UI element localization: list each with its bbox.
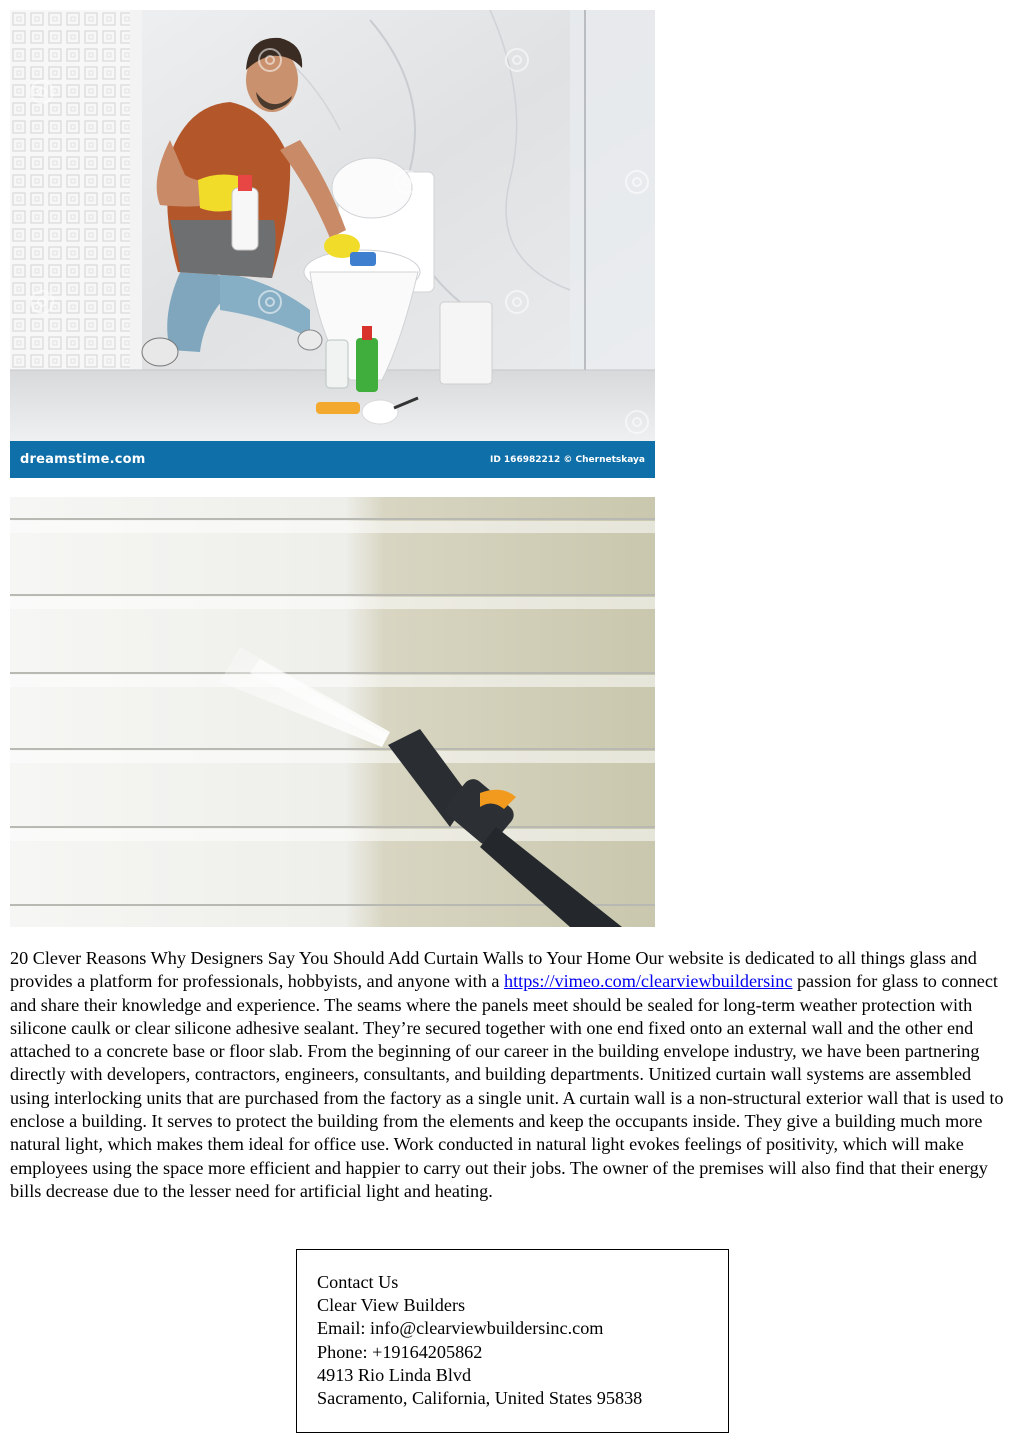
watermark-swirl-icon (505, 290, 529, 314)
watermark-swirl-icon (625, 410, 649, 434)
pressure-washing-siding-photo (10, 497, 655, 927)
siding-scene (10, 497, 655, 927)
stock-logo: dreamstime.com (20, 452, 146, 467)
stock-photo-bar (10, 441, 655, 478)
watermark-swirl-icon (30, 290, 54, 314)
watermark-swirl-icon (625, 170, 649, 194)
stock-credit: ID 166982212 © Chernetskaya (489, 454, 645, 465)
contact-phone: Phone: +19164205862 (317, 1341, 483, 1362)
watermark-swirl-icon (258, 290, 282, 314)
contact-city: Sacramento, California, United States 95838 (317, 1388, 643, 1409)
bathroom-cleaning-photo (10, 10, 655, 478)
article-text-after-link: passion for glass to connect and share their knowledge and experience. The seams where the panels meet should be sealed for long-term weather protection with silicone caulk or clear silicone adhesive sealant. They’re secured together with one end fixed onto an external wall and the other end attached to a concrete base or floor slab. From the beginning of our career in the building envelope industry, we have been partnering directly with developers, contractors, engineers, consultants, and building departments. Unitized curtain wall systems are assembled using interlocking units that are purchased from the factory as a single unit. A curtain wall is a non-structural exterior wall that is used to enclose a building. It serves to protect the building from the elements and keep the occupants inside. They give a building much more natural light, which makes them ideal for office use. Work conducted in natural light evokes feelings of positivity, which will make employees using the space more efficient and happier to carry out their jobs. The owner of the premises will also find that their energy bills decrease due to the lesser need for artificial light and heating. (10, 971, 1004, 1201)
contact-company: Clear View Builders (317, 1295, 466, 1316)
watermark-swirl-icon (258, 48, 282, 72)
watermark-swirl-icon (30, 80, 54, 104)
article-body (10, 947, 1014, 1203)
contact-email: Email: info@clearviewbuildersinc.com (317, 1318, 604, 1339)
contact-heading: Contact Us (317, 1272, 399, 1292)
contact-box (296, 1249, 729, 1433)
vimeo-link[interactable]: https://vimeo.com/clearviewbuildersinc (504, 971, 793, 992)
watermark-swirl-icon (395, 170, 419, 194)
contact-street: 4913 Rio Linda Blvd (317, 1364, 472, 1385)
watermark-swirl-icon (505, 48, 529, 72)
article-text-before-link: 20 Clever Reasons Why Designers Say You Should Add Curtain Walls to Your Home Our website is dedicated to all things glass and provides a platform for professionals, hobbyists, and anyone with a (10, 948, 977, 992)
bathroom-scene (10, 10, 655, 441)
